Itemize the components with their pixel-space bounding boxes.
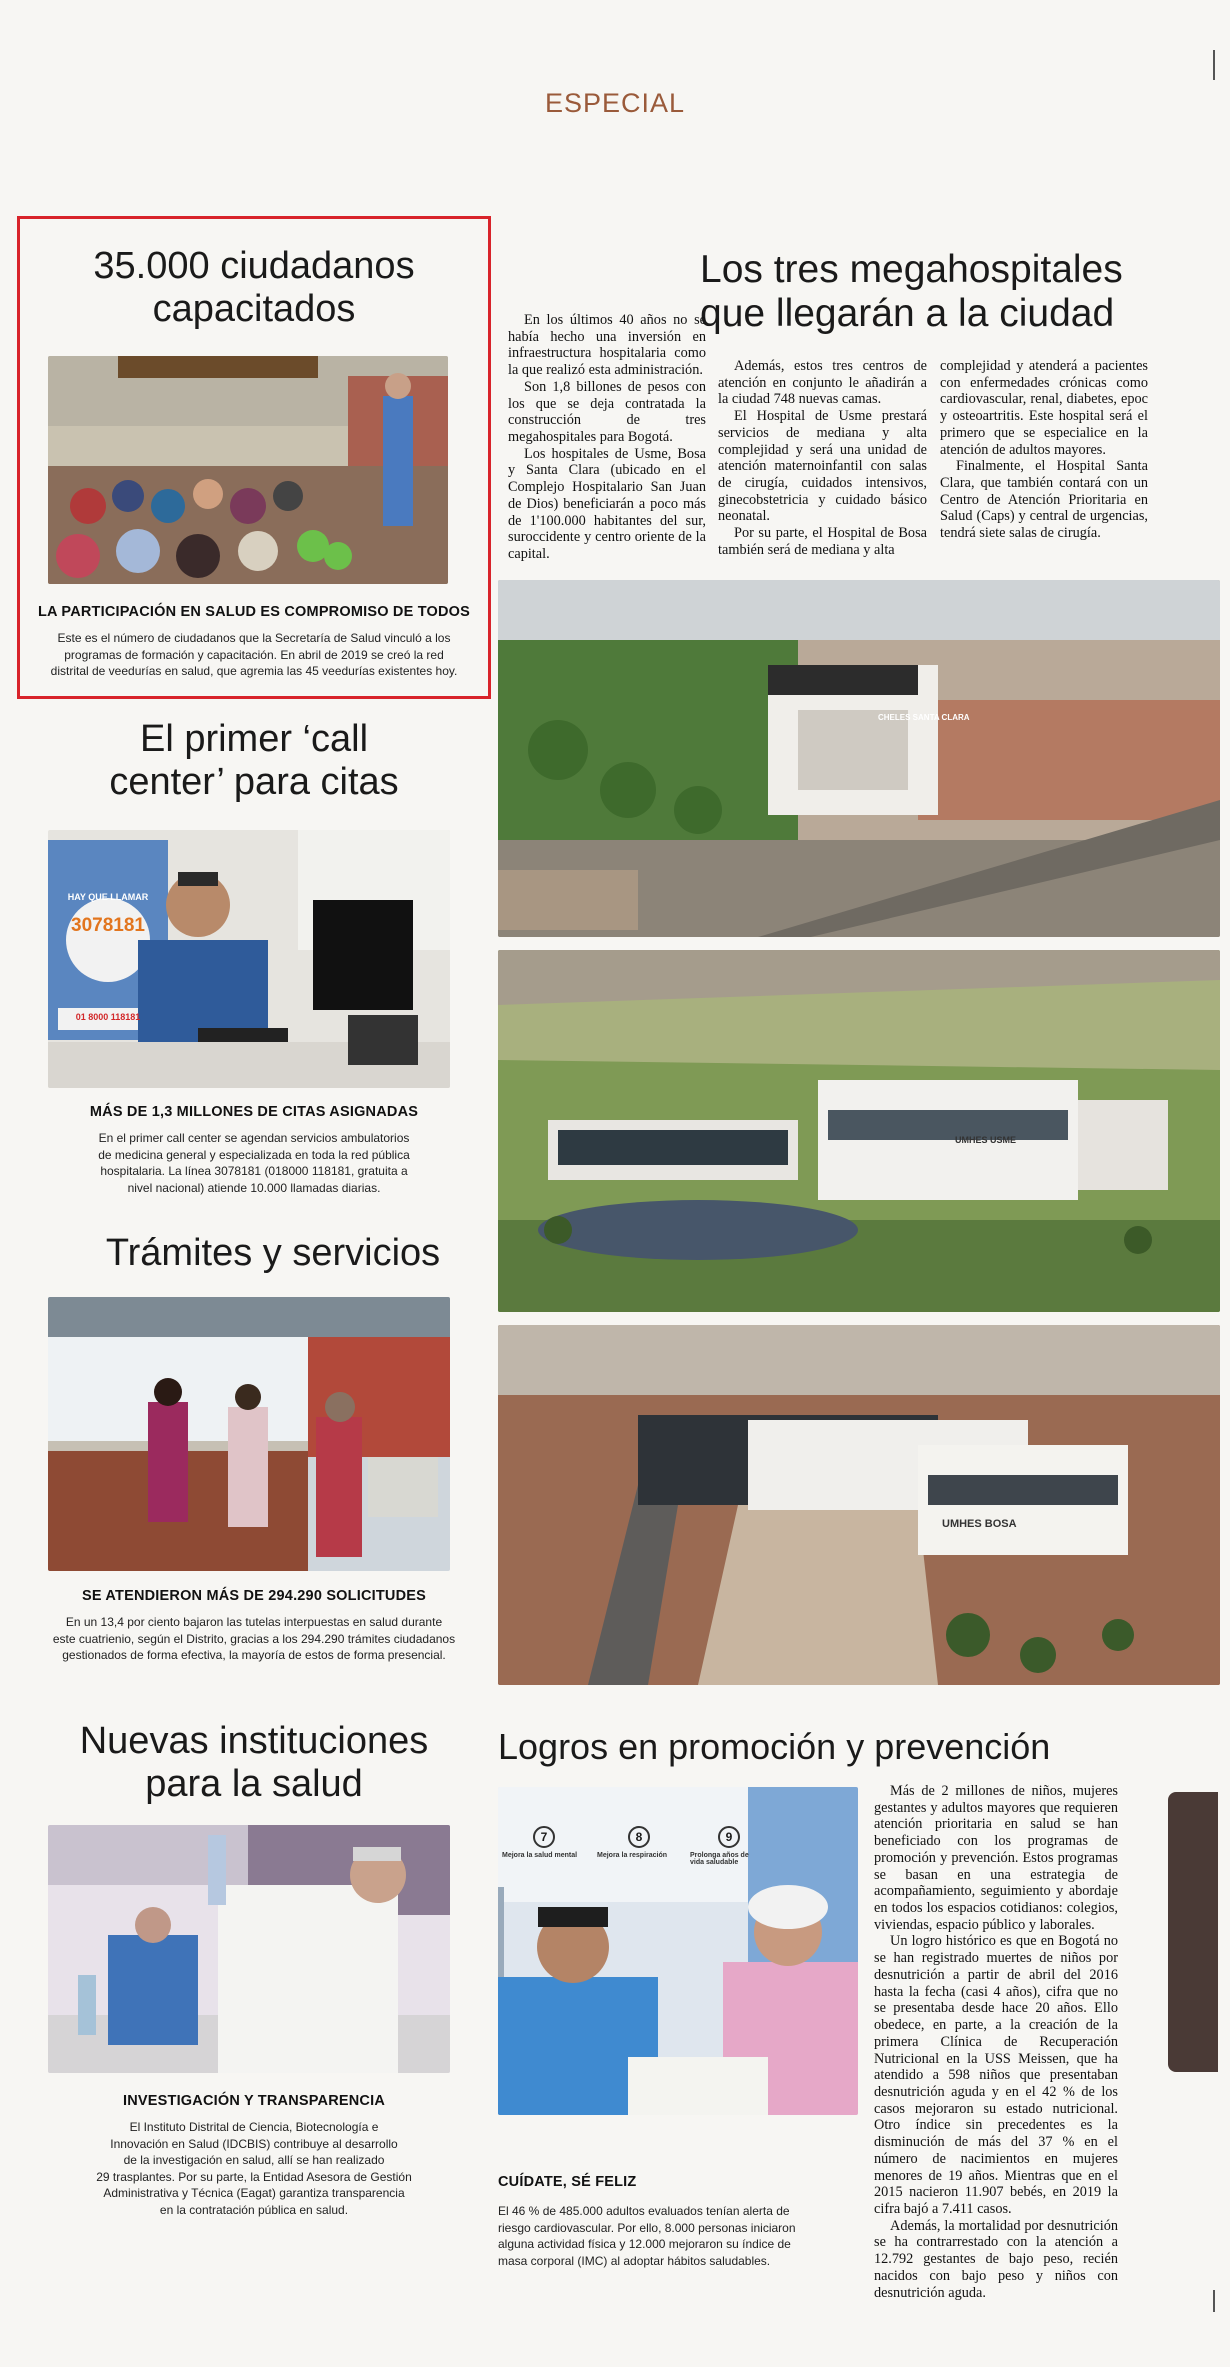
infographic-title-8: Mejora la respiración <box>597 1852 668 1859</box>
infographic-title-9: Prolonga años de vida saludable <box>690 1852 749 1866</box>
infographic-number-8: 8 <box>628 1826 650 1848</box>
caption-head-instituciones: INVESTIGACIÓN Y TRANSPARENCIA <box>123 2093 385 2109</box>
caption-instituciones: El Instituto Distrital de Ciencia, Biotecnología e Innovación en Salud (IDCBIS) contribuye al desarrollo de la investigación en salud, allí se han realizado 29 trasplantes. Por su parte, la Entidad Asesora de Gestión Administrativa y Técnica (Eagat) garantiza transparencia en la contratación pública en salud. <box>96 2120 412 2217</box>
section-label: ESPECIAL <box>544 88 686 118</box>
article-col-1: En los últimos 40 años no se había hecho una inversión en infraestructura hospitalaria como la que realizó esta administración. Son 1,8 billones de pesos con los que se deja contratada la construcción de tres megahospitales para Bogotá. Los hospitales de Usme, Bosa y Santa Clara (ubicado en el Complejo Hospitalario San Juan de Dios) beneficiarán a poco más de 1'100.000 habitantes del sur, suroccidente y centro oriente de la capital. <box>508 312 706 563</box>
article-col-3: complejidad y atenderá a pacientes con enfermedades crónicas como cardiovascular, renal, diabetes, epoc y osteoartritis. Este hospital será el primero que se especialice en la atención de adultos mayores. Finalmente, el Hospital Santa Clara, que también contará con un Centro de Atención Prioritaria en Salud (Caps) y central de urgencias, tendrá siete salas de cirugía. <box>940 358 1148 542</box>
poster-toll-free: 01 8000 118181 <box>75 1012 141 1022</box>
photo-laboratory <box>48 1825 450 2073</box>
photo-service-counter <box>48 1297 450 1571</box>
right-edge-mark <box>1213 50 1215 80</box>
article-col-2: Además, estos tres centros de atención en conjunto le añadirán a la ciudad 748 nuevas camas. El Hospital de Usme prestará servicios de mediana y alta complejidad y será una unidad de atención maternoinfantil con salas de cirugía, cuidados intensivos, ginecobstetricia y cuidado básico neonatal. Por su parte, el Hospital de Bosa también será de mediana y alta <box>718 358 927 558</box>
headline-call-center: El primer ‘call center’ para citas <box>109 718 399 803</box>
poster-headline: HAY QUE LLAMAR <box>67 892 149 902</box>
page-edge-photo-strip <box>1168 1792 1218 2072</box>
infographic-title-7: Mejora la salud mental <box>502 1852 578 1859</box>
infographic-number-7: 7 <box>533 1826 555 1848</box>
article-logros: Más de 2 millones de niños, mujeres gestantes y adultos mayores que requieren atención prioritaria en salud se han beneficiado con los programas de promoción y prevención. Estos programas se basan en una estrategia de acompañamiento, seguimiento y abordaje en todos los espacios cotidianos: colegios, viviendas, espacio público y laborales. Un logro histórico es que en Bogotá no se han registrado muertes de niños por desnutrición a partir de abril del 2016 hasta la fecha (casi 4 años), cifra que no se presentaba desde hace 20 años. Ello obedece, en parte, a la creación de la primera Clínica de Recuperación Nutricional en la USS Meissen, que ha atendido a 598 niños que presentaban desnutrición aguda y en el 42 % de los casos mejoraron su estado nutricional. Otro índice sin precedentes es la disminución de más del 37 % en el número de nacimientos en mujeres menores de 19 años. Mientras que en el 2015 nacieron 11.907 bebés, en 2019 la cifra bajó a 7.411 casos. Además, la mortalidad por desnutrición se ha contrarrestado con la atención a 12.792 gestantes de bajo peso, recién nacidos con bajo peso y niños con desnutrición aguda. <box>874 1783 1118 2301</box>
render-label-usme: UMHES USME <box>955 1135 1017 1145</box>
render-hospital-santa-clara <box>498 580 1220 937</box>
headline-instituciones: Nuevas instituciones para la salud <box>79 1720 429 1805</box>
caption-head-tramites: SE ATENDIERON MÁS DE 294.290 SOLICITUDES <box>82 1588 426 1604</box>
photo-call-center-agent <box>48 830 450 1088</box>
poster-phone-number: 3078181 <box>71 915 145 936</box>
render-hospital-usme <box>498 950 1220 1312</box>
caption-logros: El 46 % de 485.000 adultos evaluados tenían alerta de riesgo cardiovascular. Por ello, 8.000 personas iniciaron alguna actividad física y 12.000 mejoraron su índice de masa corporal (IMC) al adoptar hábitos saludables. <box>498 2204 796 2268</box>
headline-logros: Logros en promoción y prevención <box>498 1726 1051 1767</box>
infographic-number-9: 9 <box>718 1826 740 1848</box>
caption-capacitados: Este es el número de ciudadanos que la Secretaría de Salud vinculó a los programas de formación y capacitación. En abril de 2019 se creó la red distrital de veedurías en salud, que agremia las 45 veedurías existentes hoy. <box>50 631 458 679</box>
headline-capacitados: 35.000 ciudadanos capacitados <box>93 245 415 330</box>
render-hospital-bosa <box>498 1325 1220 1685</box>
headline-tramites: Trámites y servicios <box>105 1232 441 1274</box>
photo-training-session <box>48 356 448 584</box>
caption-head-call-center: MÁS DE 1,3 MILLONES DE CITAS ASIGNADAS <box>89 1104 419 1120</box>
render-label-bosa: UMHES BOSA <box>942 1518 1017 1530</box>
render-label-santa-clara: CHELES SANTA CLARA <box>878 713 970 722</box>
caption-tramites: En un 13,4 por ciento bajaron las tutelas interpuestas en salud durante este cuatrienio, según el Distrito, gracias a los 294.290 trámites ciudadanos gestionados de forma efectiva, la mayoría de estos de forma presencial. <box>52 1615 456 1663</box>
caption-head-logros: CUÍDATE, SÉ FELIZ <box>498 2174 637 2190</box>
right-edge-mark-bottom <box>1213 2290 1215 2312</box>
caption-head-capacitados: LA PARTICIPACIÓN EN SALUD ES COMPROMISO DE TODOS <box>37 604 470 620</box>
headline-megahospitales: Los tres megahospitales que llegarán a la ciudad <box>700 248 1123 335</box>
caption-call-center: En el primer call center se agendan servicios ambulatorios de medicina general y especializada en toda la red pública hospitalaria. La línea 3078181 (018000 118181, gratuita a nivel nacional) atiende 10.000 llamadas diarias. <box>98 1131 410 1195</box>
